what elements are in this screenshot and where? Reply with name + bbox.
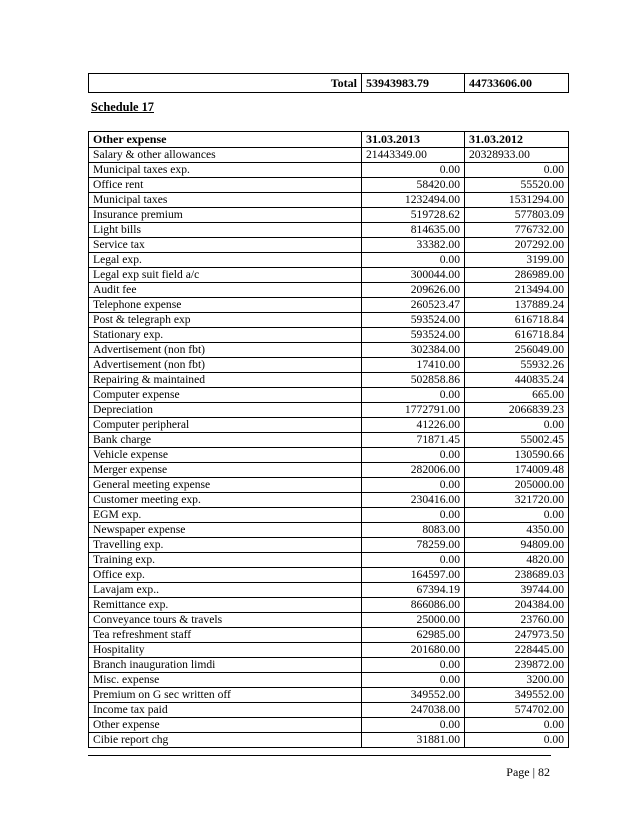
row-label: Computer expense — [89, 388, 362, 403]
total-row — [89, 74, 569, 93]
table-row — [89, 403, 569, 418]
row-value-2012: 0.00 — [465, 418, 569, 433]
row-value-2013: 866086.00 — [362, 598, 465, 613]
row-label: Office exp. — [89, 568, 362, 583]
row-label: Telephone expense — [89, 298, 362, 313]
row-label: Salary & other allowances — [89, 148, 362, 163]
row-value-2012: 665.00 — [465, 388, 569, 403]
table-row — [89, 163, 569, 178]
row-value-2012: 574702.00 — [465, 703, 569, 718]
row-label: Income tax paid — [89, 703, 362, 718]
row-value-2012: 4350.00 — [465, 523, 569, 538]
row-value-2013: 164597.00 — [362, 568, 465, 583]
total-label: Total — [89, 74, 362, 93]
row-label: Premium on G sec written off — [89, 688, 362, 703]
row-value-2012: 207292.00 — [465, 238, 569, 253]
row-value-2013: 78259.00 — [362, 538, 465, 553]
table-row — [89, 463, 569, 478]
table-row — [89, 298, 569, 313]
row-label: Tea refreshment staff — [89, 628, 362, 643]
row-value-2012: 20328933.00 — [465, 148, 569, 163]
row-value-2013: 67394.19 — [362, 583, 465, 598]
row-label: Conveyance tours & travels — [89, 613, 362, 628]
row-label: General meeting expense — [89, 478, 362, 493]
table-row — [89, 268, 569, 283]
row-value-2013: 0.00 — [362, 253, 465, 268]
table-row — [89, 478, 569, 493]
row-value-2013: 25000.00 — [362, 613, 465, 628]
row-label: Light bills — [89, 223, 362, 238]
table-row — [89, 148, 569, 163]
table-row — [89, 613, 569, 628]
row-value-2013: 247038.00 — [362, 703, 465, 718]
table-row — [89, 358, 569, 373]
table-row — [89, 643, 569, 658]
row-value-2012: 0.00 — [465, 508, 569, 523]
table-row — [89, 703, 569, 718]
header-row — [89, 132, 569, 148]
row-value-2012: 55520.00 — [465, 178, 569, 193]
row-label: Other expense — [89, 718, 362, 733]
row-value-2012: 39744.00 — [465, 583, 569, 598]
row-label: Cibie report chg — [89, 733, 362, 748]
row-value-2012: 616718.84 — [465, 328, 569, 343]
row-value-2012: 23760.00 — [465, 613, 569, 628]
row-label: Misc. expense — [89, 673, 362, 688]
row-value-2012: 349552.00 — [465, 688, 569, 703]
row-value-2013: 593524.00 — [362, 328, 465, 343]
row-value-2013: 349552.00 — [362, 688, 465, 703]
row-value-2012: 247973.50 — [465, 628, 569, 643]
row-value-2012: 2066839.23 — [465, 403, 569, 418]
table-row — [89, 508, 569, 523]
row-value-2013: 300044.00 — [362, 268, 465, 283]
row-label: Repairing & maintained — [89, 373, 362, 388]
row-value-2013: 0.00 — [362, 553, 465, 568]
row-value-2013: 0.00 — [362, 448, 465, 463]
row-label: Office rent — [89, 178, 362, 193]
row-value-2012: 130590.66 — [465, 448, 569, 463]
total-table — [88, 73, 569, 93]
row-value-2012: 776732.00 — [465, 223, 569, 238]
row-value-2012: 55002.45 — [465, 433, 569, 448]
row-value-2013: 31881.00 — [362, 733, 465, 748]
row-value-2013: 502858.86 — [362, 373, 465, 388]
table-row — [89, 373, 569, 388]
row-value-2012: 205000.00 — [465, 478, 569, 493]
total-2013: 53943983.79 — [362, 74, 465, 93]
row-label: Newspaper expense — [89, 523, 362, 538]
row-value-2013: 201680.00 — [362, 643, 465, 658]
footer-divider — [88, 755, 551, 756]
table-row — [89, 328, 569, 343]
row-label: Advertisement (non fbt) — [89, 343, 362, 358]
header-other-expense: Other expense — [89, 132, 362, 148]
row-value-2012: 286989.00 — [465, 268, 569, 283]
row-value-2012: 0.00 — [465, 733, 569, 748]
row-label: Legal exp. — [89, 253, 362, 268]
table-row — [89, 193, 569, 208]
row-value-2013: 302384.00 — [362, 343, 465, 358]
row-value-2013: 58420.00 — [362, 178, 465, 193]
row-label: Vehicle expense — [89, 448, 362, 463]
table-row — [89, 493, 569, 508]
table-row — [89, 433, 569, 448]
row-value-2012: 3200.00 — [465, 673, 569, 688]
row-value-2012: 3199.00 — [465, 253, 569, 268]
table-row — [89, 658, 569, 673]
row-value-2013: 0.00 — [362, 508, 465, 523]
row-label: Legal exp suit field a/c — [89, 268, 362, 283]
table-row — [89, 448, 569, 463]
row-label: Branch inauguration limdi — [89, 658, 362, 673]
expense-table — [88, 131, 569, 748]
row-label: Bank charge — [89, 433, 362, 448]
table-row — [89, 733, 569, 748]
row-value-2012: 440835.24 — [465, 373, 569, 388]
row-value-2013: 519728.62 — [362, 208, 465, 223]
table-row — [89, 418, 569, 433]
row-label: Training exp. — [89, 553, 362, 568]
row-label: Municipal taxes — [89, 193, 362, 208]
table-row — [89, 388, 569, 403]
row-value-2013: 71871.45 — [362, 433, 465, 448]
row-value-2012: 174009.48 — [465, 463, 569, 478]
row-value-2012: 321720.00 — [465, 493, 569, 508]
row-label: Travelling exp. — [89, 538, 362, 553]
row-value-2012: 577803.09 — [465, 208, 569, 223]
table-row — [89, 343, 569, 358]
row-label: Remittance exp. — [89, 598, 362, 613]
row-value-2013: 8083.00 — [362, 523, 465, 538]
row-value-2013: 230416.00 — [362, 493, 465, 508]
table-row — [89, 208, 569, 223]
table-row — [89, 313, 569, 328]
row-value-2012: 0.00 — [465, 718, 569, 733]
schedule-title: Schedule 17 — [91, 100, 154, 114]
row-label: Audit fee — [89, 283, 362, 298]
table-row — [89, 583, 569, 598]
table-row — [89, 283, 569, 298]
row-value-2012: 616718.84 — [465, 313, 569, 328]
table-row — [89, 568, 569, 583]
row-value-2012: 1531294.00 — [465, 193, 569, 208]
row-label: EGM exp. — [89, 508, 362, 523]
row-value-2013: 814635.00 — [362, 223, 465, 238]
row-label: Municipal taxes exp. — [89, 163, 362, 178]
row-value-2012: 228445.00 — [465, 643, 569, 658]
table-row — [89, 673, 569, 688]
row-value-2012: 137889.24 — [465, 298, 569, 313]
row-value-2013: 282006.00 — [362, 463, 465, 478]
row-value-2013: 260523.47 — [362, 298, 465, 313]
row-value-2013: 0.00 — [362, 718, 465, 733]
row-value-2013: 0.00 — [362, 478, 465, 493]
row-label: Hospitality — [89, 643, 362, 658]
row-value-2013: 593524.00 — [362, 313, 465, 328]
row-value-2013: 17410.00 — [362, 358, 465, 373]
row-label: Customer meeting exp. — [89, 493, 362, 508]
row-value-2013: 0.00 — [362, 658, 465, 673]
table-row — [89, 178, 569, 193]
row-value-2013: 1772791.00 — [362, 403, 465, 418]
row-value-2012: 204384.00 — [465, 598, 569, 613]
row-label: Insurance premium — [89, 208, 362, 223]
row-value-2013: 41226.00 — [362, 418, 465, 433]
table-row — [89, 598, 569, 613]
row-value-2012: 94809.00 — [465, 538, 569, 553]
row-value-2013: 0.00 — [362, 388, 465, 403]
table-row — [89, 718, 569, 733]
row-label: Stationary exp. — [89, 328, 362, 343]
row-label: Depreciation — [89, 403, 362, 418]
row-value-2013: 0.00 — [362, 673, 465, 688]
table-row — [89, 628, 569, 643]
row-value-2012: 213494.00 — [465, 283, 569, 298]
table-row — [89, 688, 569, 703]
row-label: Merger expense — [89, 463, 362, 478]
header-2013: 31.03.2013 — [362, 132, 465, 148]
row-label: Post & telegraph exp — [89, 313, 362, 328]
table-row — [89, 538, 569, 553]
row-label: Lavajam exp.. — [89, 583, 362, 598]
table-row — [89, 523, 569, 538]
row-value-2013: 0.00 — [362, 163, 465, 178]
table-row — [89, 553, 569, 568]
page-number: Page | 82 — [506, 765, 550, 779]
expense-table-body — [89, 132, 569, 748]
row-value-2012: 0.00 — [465, 163, 569, 178]
row-value-2012: 55932.26 — [465, 358, 569, 373]
row-value-2013: 33382.00 — [362, 238, 465, 253]
row-value-2013: 62985.00 — [362, 628, 465, 643]
header-2012: 31.03.2012 — [465, 132, 569, 148]
row-value-2012: 238689.03 — [465, 568, 569, 583]
row-value-2012: 239872.00 — [465, 658, 569, 673]
row-label: Computer peripheral — [89, 418, 362, 433]
row-value-2012: 4820.00 — [465, 553, 569, 568]
row-value-2013: 21443349.00 — [362, 148, 465, 163]
table-row — [89, 223, 569, 238]
row-label: Advertisement (non fbt) — [89, 358, 362, 373]
row-value-2012: 256049.00 — [465, 343, 569, 358]
row-label: Service tax — [89, 238, 362, 253]
total-2012: 44733606.00 — [465, 74, 569, 93]
table-row — [89, 238, 569, 253]
table-row — [89, 253, 569, 268]
row-value-2013: 209626.00 — [362, 283, 465, 298]
row-value-2013: 1232494.00 — [362, 193, 465, 208]
